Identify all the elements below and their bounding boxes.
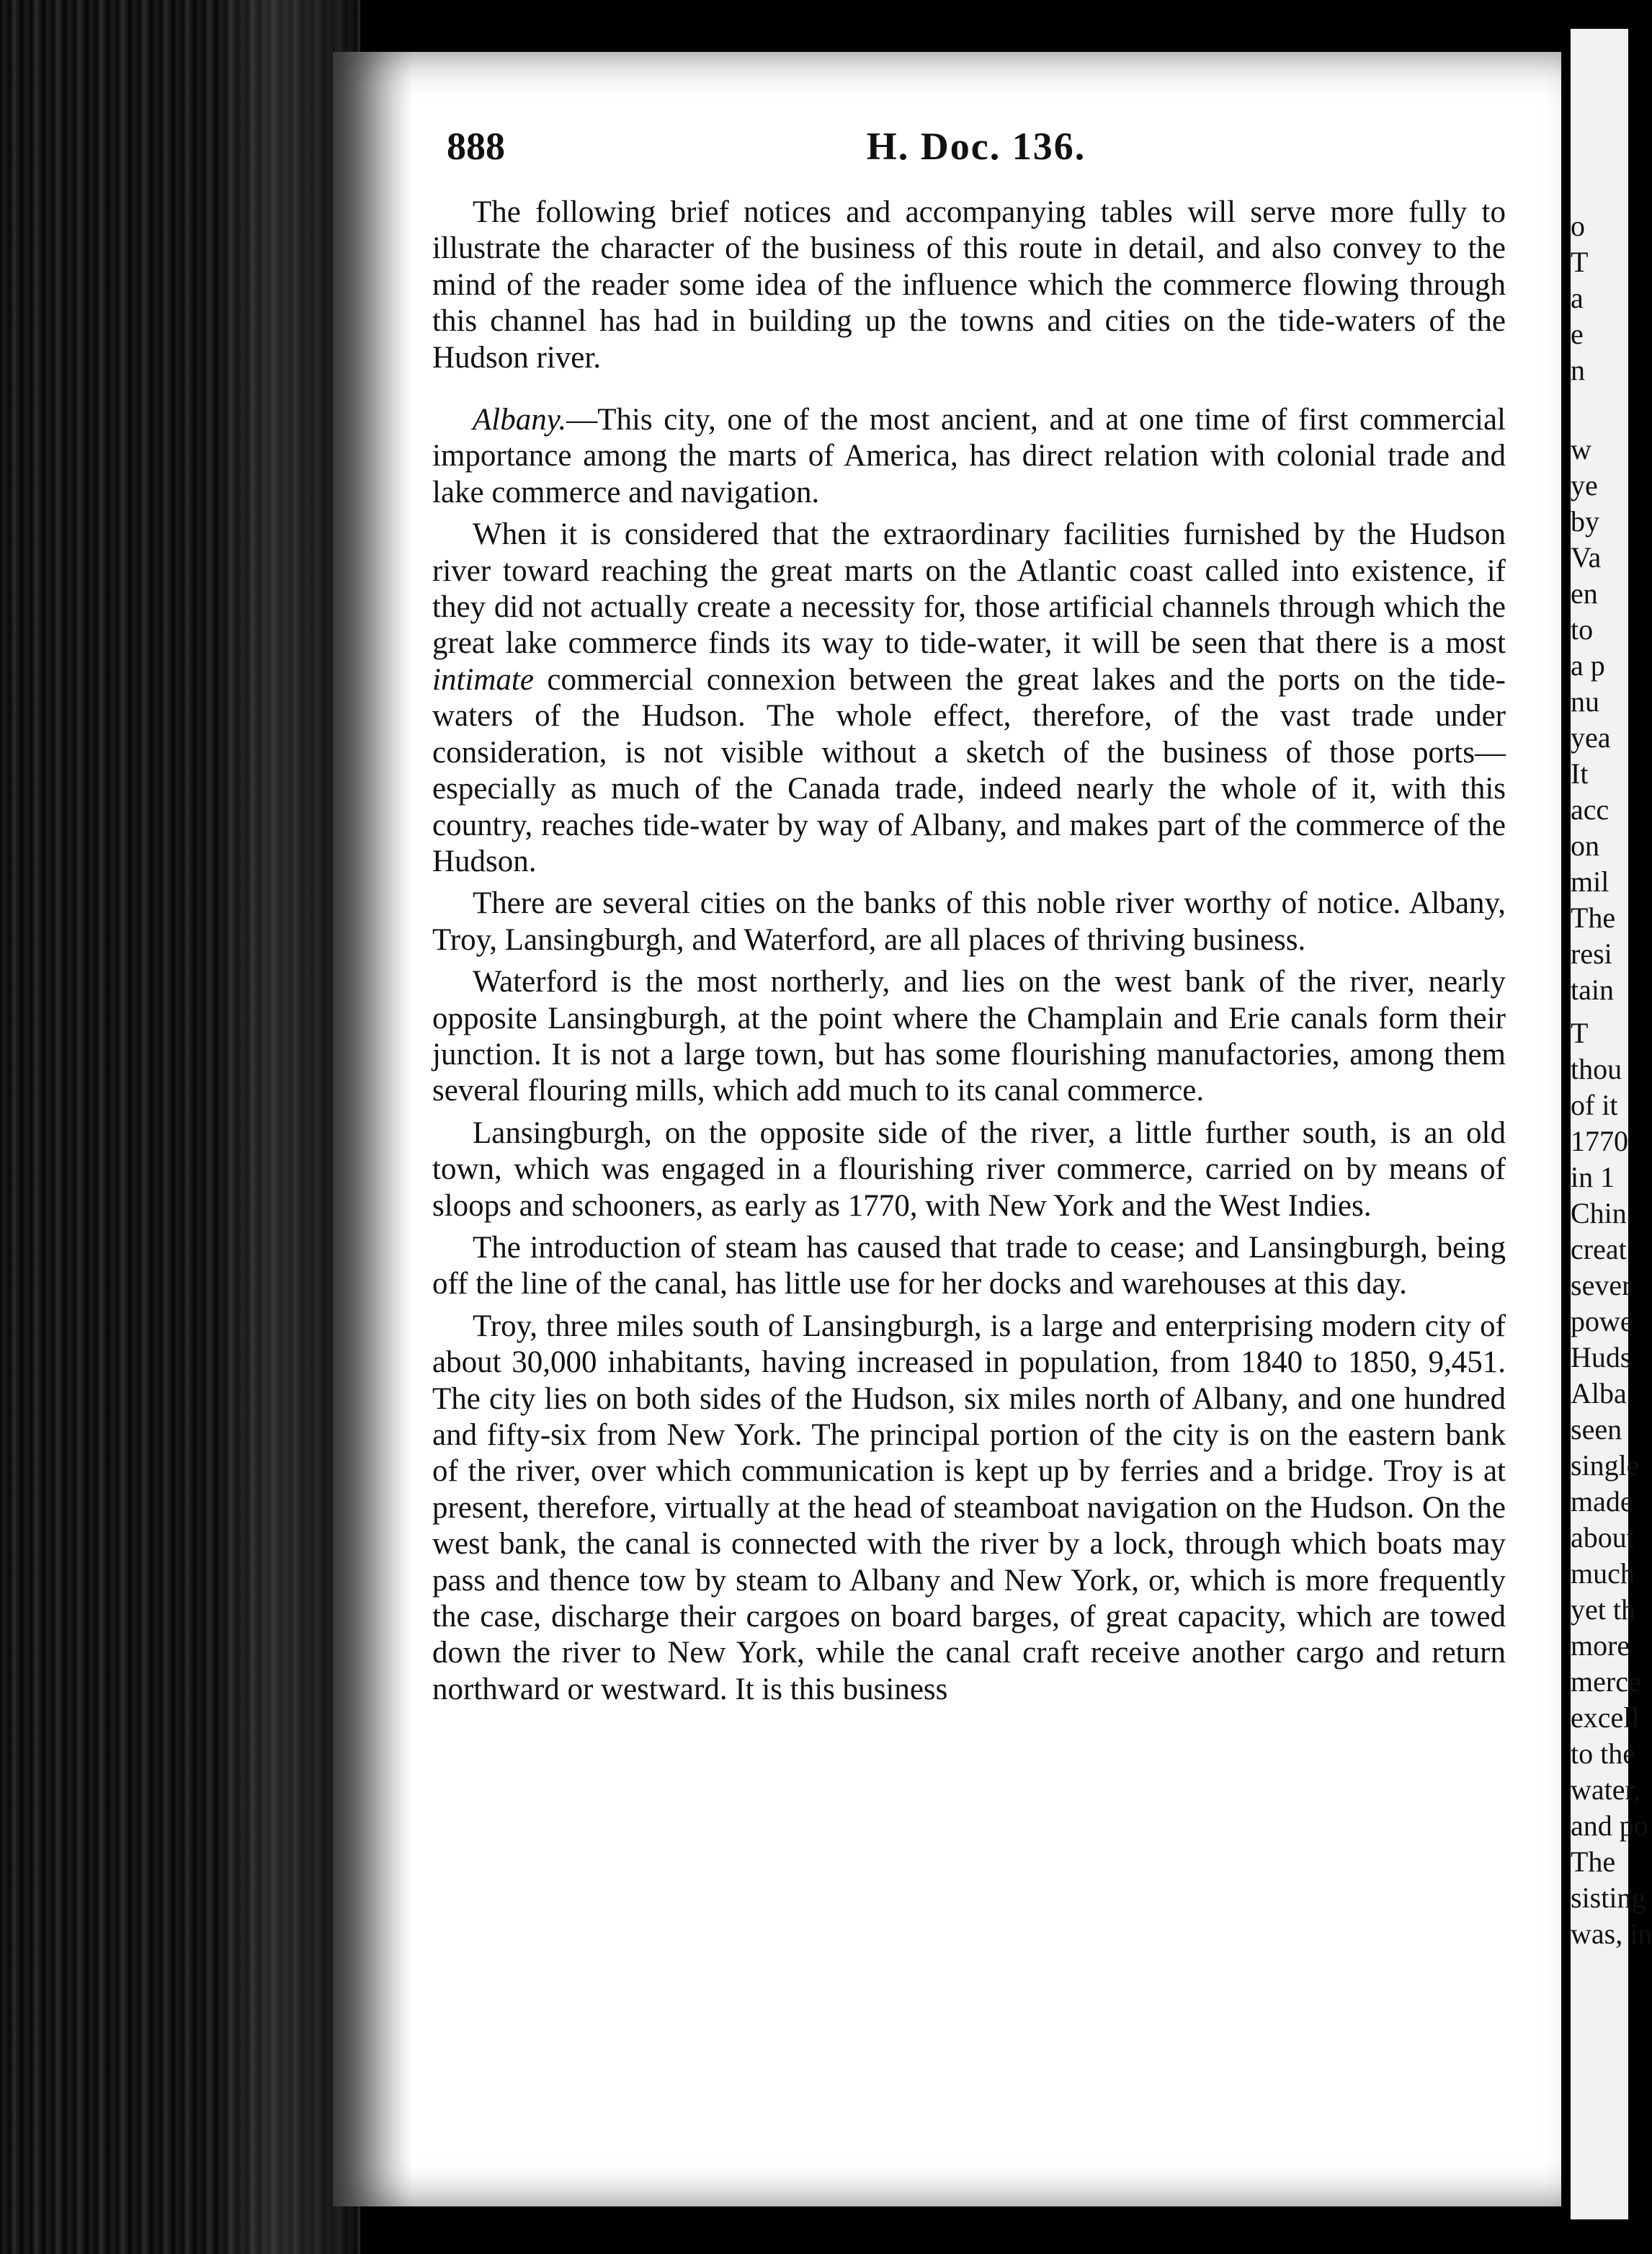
facing-page-text: 1770 (1571, 1125, 1628, 1157)
facing-page-text: in 1 (1571, 1161, 1615, 1193)
emphasized-word: intimate (432, 662, 534, 697)
facing-page-text: sisting (1571, 1881, 1646, 1914)
facing-page-edge (1571, 29, 1652, 2219)
paragraph-text: There are several cities on the banks of this noble river worthy of notice. Albany, Troy, Lansingburgh, and Waterford, are all places of thriving business. (432, 886, 1506, 957)
paragraph-cities (432, 886, 1506, 958)
paragraph-text: Troy, three miles south of Lansingburgh, is a large and enterprising modern city of about 30,000 inhabitants, having increased in population, from 1840 to 1850, 9,451. The city lies on both sides of the Hudson, six miles north of Albany, and one hundred and fifty-six from New York. The principal portion of the city is on the eastern bank of the river, over which communication is kept up by ferries and a bridge. Troy is at present, therefore, virtually at the head of steamboat navigation on the Hudson. On the west bank, the canal is connected with the river by a lock, through which boats may pass and thence tow by steam to Albany and New York, or, which is more frequently the case, discharge their cargoes on board barges, of great capacity, which are towed down the river to New York, while the canal craft receive another cargo and return northward or westward. It is this business (432, 1309, 1506, 1706)
facing-page-text: Alba (1571, 1377, 1627, 1409)
facing-page-text: water, (1571, 1773, 1641, 1806)
facing-page-text: sever (1571, 1269, 1632, 1301)
section-heading: Albany. (473, 403, 567, 437)
paragraph-text: Waterford is the most northerly, and lies on the west bank of the river, nearly opposite Lansingburgh, at the point where the Champlain and Erie canals form their junction. It is not a large town, but has some flourishing manufactories, among them several flouring mills, which add much to its canal commerce. (432, 965, 1506, 1108)
paragraph-text: commercial connexion between the great lakes and the ports on the tide-waters of the Hudson. The whole effect, therefore, of the vast trade under consideration, is not visible without a sketch of the business of those ports—especially as much of the Canada trade, indeed nearly the whole of it, with this country, reaches tide-water by way of Albany, and makes part of the commerce of the Hudson. (432, 662, 1506, 878)
paragraph-text: —This city, one of the most ancient, and at one time of first commercial importance among the marts of America, has direct relation with colonial trade and lake commerce and navigation. (432, 403, 1506, 509)
facing-page-text: en (1571, 577, 1598, 610)
facing-page-text: powe (1571, 1305, 1633, 1337)
page-number: 888 (447, 125, 505, 168)
facing-page-text: single (1571, 1449, 1640, 1482)
paragraph-steam (432, 1230, 1506, 1303)
paragraph-waterford (432, 964, 1506, 1110)
facing-page-text: creat (1571, 1233, 1627, 1265)
facing-page-text: nu (1571, 685, 1599, 718)
paragraph-connexion (432, 517, 1506, 880)
facing-page-text: The (1571, 1845, 1616, 1878)
facing-page-text: more (1571, 1629, 1630, 1662)
facing-page-text: n (1571, 354, 1585, 386)
facing-page-text: w (1571, 433, 1591, 466)
facing-page-text: merce (1571, 1665, 1641, 1698)
facing-page-text: to the (1571, 1737, 1635, 1770)
paragraph-text: When it is considered that the extraordinary facilities furnished by the Hudson river toward reaching the great marts on the Atlantic coast called into existence, if they did not actually create a necessity for, those artificial channels through which the great lake commerce finds its way to tide-water, it will be seen that there is a most (432, 517, 1506, 661)
facing-page-text: yea (1571, 721, 1611, 754)
paragraph-troy (432, 1309, 1506, 1708)
facing-page-text: The (1571, 901, 1616, 934)
running-head (447, 124, 1506, 167)
facing-page-text: thou (1571, 1053, 1622, 1085)
facing-page-text: about (1571, 1521, 1635, 1554)
document-title: H. Doc. 136. (866, 125, 1086, 168)
facing-page-text: and po (1571, 1809, 1648, 1842)
facing-page-text: on (1571, 829, 1599, 862)
facing-page-text: to (1571, 613, 1594, 646)
facing-page-text: mil (1571, 865, 1609, 898)
facing-page-text: seen (1571, 1413, 1622, 1446)
body-text (432, 195, 1506, 1708)
facing-page-text: a p (1571, 649, 1605, 682)
facing-page-text: was, in (1571, 1917, 1652, 1950)
facing-page-text: Chin (1571, 1197, 1627, 1229)
facing-page-text: acc (1571, 793, 1609, 826)
facing-page-text: Va (1571, 541, 1602, 574)
facing-page-text: much (1571, 1557, 1635, 1590)
page-edge-shadow (333, 52, 412, 2206)
facing-page-text: made (1571, 1485, 1633, 1518)
facing-page-text: T (1571, 246, 1589, 278)
facing-page-text: by (1571, 505, 1599, 538)
paragraph-text: The following brief notices and accompanying tables will serve more fully to illustrate the character of the business of this route in detail, and also convey to the mind of the reader some idea of the influence which the commerce flowing through this channel has had in building up the towns and cities on the tide-waters of the Hudson river. (432, 195, 1506, 375)
facing-page-text: a (1571, 282, 1584, 314)
facing-page-text: of it (1571, 1089, 1618, 1121)
facing-page-text: e (1571, 318, 1584, 350)
facing-page-text: tain (1571, 974, 1614, 1006)
paragraph-albany (432, 402, 1506, 511)
facing-page-text: It (1571, 757, 1589, 790)
facing-page-text: Huds (1571, 1341, 1632, 1373)
paragraph-text: The introduction of steam has caused that trade to cease; and Lansingburgh, being off the line of the canal, has little use for her docks and warehouses at this day. (432, 1230, 1506, 1301)
facing-page-text: resi (1571, 937, 1612, 970)
paragraph-text: Lansingburgh, on the opposite side of the river, a little further south, is an old town, which was engaged in a flourishing river commerce, carried on by means of sloops and schooners, as early as 1770, with New York and the West Indies. (432, 1115, 1506, 1223)
facing-page-text: yet th (1571, 1593, 1635, 1626)
facing-page-text: T (1571, 1017, 1589, 1049)
facing-page-text: ye (1571, 469, 1598, 502)
paragraph-lansingburgh (432, 1115, 1506, 1224)
paragraph-intro (432, 195, 1506, 376)
facing-page-text: excell (1571, 1701, 1640, 1734)
facing-page-text: o (1571, 210, 1585, 242)
